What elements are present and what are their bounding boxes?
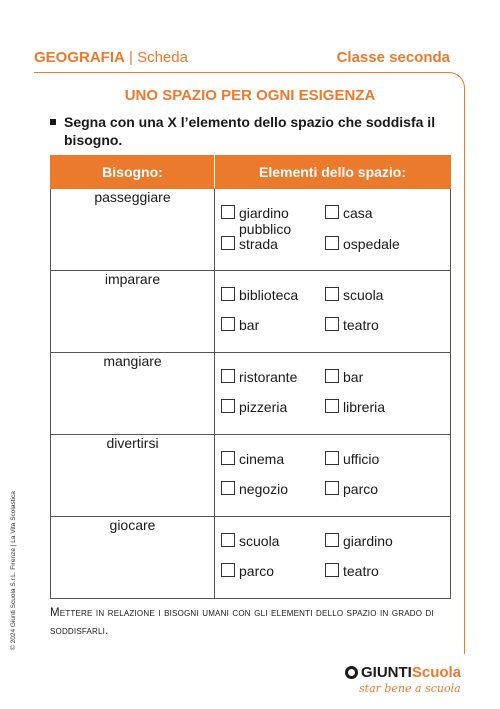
checkbox[interactable] — [325, 533, 339, 547]
logo-brand — [345, 664, 465, 681]
option-label: teatro — [343, 563, 379, 579]
checkbox[interactable] — [221, 563, 235, 577]
checkbox[interactable] — [221, 451, 235, 465]
option — [325, 236, 445, 252]
checkbox[interactable] — [221, 481, 235, 495]
bullet-icon — [50, 119, 56, 125]
options-cell — [215, 271, 451, 353]
option — [221, 287, 321, 303]
option-label: parco — [239, 563, 275, 579]
option-label: scuola — [239, 533, 280, 549]
table-row — [51, 271, 451, 353]
grade-label: Classe seconda — [336, 48, 450, 66]
table-row — [51, 435, 451, 517]
checkbox[interactable] — [325, 317, 339, 331]
checkbox[interactable] — [221, 317, 235, 331]
option — [325, 317, 445, 333]
option-label: bar — [239, 317, 260, 333]
subject-name: GEOGRAFIA — [34, 48, 125, 66]
option — [221, 563, 321, 579]
option — [325, 369, 445, 385]
giunti-logo-icon — [345, 666, 358, 679]
options-cell — [215, 189, 451, 271]
option — [325, 533, 445, 549]
table-row — [51, 353, 451, 435]
option-label: strada — [239, 236, 278, 252]
option-label: pizzeria — [239, 399, 288, 415]
instruction-text: Segna con una X l’elemento dello spazio che soddisfa il bisogno. — [64, 114, 436, 148]
worksheet-title: UNO SPAZIO PER OGNI ESIGENZA — [124, 87, 376, 104]
need-cell: divertirsi — [51, 435, 215, 517]
checkbox[interactable] — [325, 369, 339, 383]
subject-label — [34, 49, 188, 66]
option — [221, 451, 321, 467]
option — [221, 317, 321, 333]
option-label: giardino — [343, 533, 393, 549]
options-grid — [215, 189, 450, 252]
checkbox[interactable] — [325, 481, 339, 495]
option — [325, 205, 445, 237]
sheet-type: Scheda — [137, 48, 188, 66]
option-label: bar — [343, 369, 364, 385]
option-label: parco — [343, 481, 379, 497]
option-label: negozio — [239, 481, 289, 497]
checkbox[interactable] — [325, 451, 339, 465]
checkbox[interactable] — [221, 533, 235, 547]
option-label: ristorante — [239, 369, 298, 385]
option — [221, 481, 321, 497]
options-cell — [215, 435, 451, 517]
option — [325, 399, 445, 415]
option — [221, 399, 321, 415]
page-header — [34, 46, 450, 68]
need-cell: passeggiare — [51, 189, 215, 271]
table-row — [51, 189, 451, 271]
copyright-notice: © 2024 Giunti Scuola S.r.L. Firenze | La Vita Scolastica — [10, 491, 17, 650]
option-label: giardino pubblico — [239, 205, 292, 237]
options-grid — [215, 435, 450, 497]
option-label: ufficio — [343, 451, 380, 467]
header-need: Bisogno: — [51, 156, 215, 189]
options-cell — [215, 353, 451, 435]
needs-table — [50, 155, 451, 599]
option-label: casa — [343, 205, 373, 221]
table-header-row — [51, 156, 451, 189]
publisher-logo — [345, 664, 465, 695]
option — [325, 481, 445, 497]
checkbox[interactable] — [325, 399, 339, 413]
option — [325, 563, 445, 579]
options-cell — [215, 517, 451, 599]
logo-brand-a: GIUNTI — [361, 664, 412, 681]
need-cell: mangiare — [51, 353, 215, 435]
options-grid — [215, 271, 450, 333]
options-grid — [215, 353, 450, 415]
checkbox[interactable] — [221, 236, 235, 250]
need-cell: giocare — [51, 517, 215, 599]
need-cell: imparare — [51, 271, 215, 353]
checkbox[interactable] — [221, 369, 235, 383]
header-elements: Elementi dello spazio: — [215, 156, 451, 189]
logo-brand-b: Scuola — [411, 664, 462, 681]
checkbox[interactable] — [325, 287, 339, 301]
option — [221, 205, 321, 237]
option-label: biblioteca — [239, 287, 299, 303]
options-grid — [215, 517, 450, 579]
instruction — [50, 113, 450, 149]
table-row — [51, 517, 451, 599]
checkbox[interactable] — [325, 563, 339, 577]
option — [325, 287, 445, 303]
option-label: scuola — [343, 287, 384, 303]
subject-separator: | — [124, 48, 138, 66]
option — [221, 236, 321, 252]
logo-tagline: star bene a scuola — [359, 682, 461, 695]
checkbox[interactable] — [221, 205, 235, 219]
checkbox[interactable] — [325, 236, 339, 250]
checkbox[interactable] — [221, 399, 235, 413]
checkbox[interactable] — [221, 287, 235, 301]
option — [325, 451, 445, 467]
option-label: cinema — [239, 451, 285, 467]
option-label: ospedale — [343, 236, 400, 252]
footnote: Mettere in relazione i bisogni umani con gli elementi dello spazio in grado di soddisfarli. — [50, 607, 434, 637]
option-label: libreria — [343, 399, 386, 415]
option — [221, 533, 321, 549]
checkbox[interactable] — [325, 205, 339, 219]
option — [221, 369, 321, 385]
option-label: teatro — [343, 317, 379, 333]
